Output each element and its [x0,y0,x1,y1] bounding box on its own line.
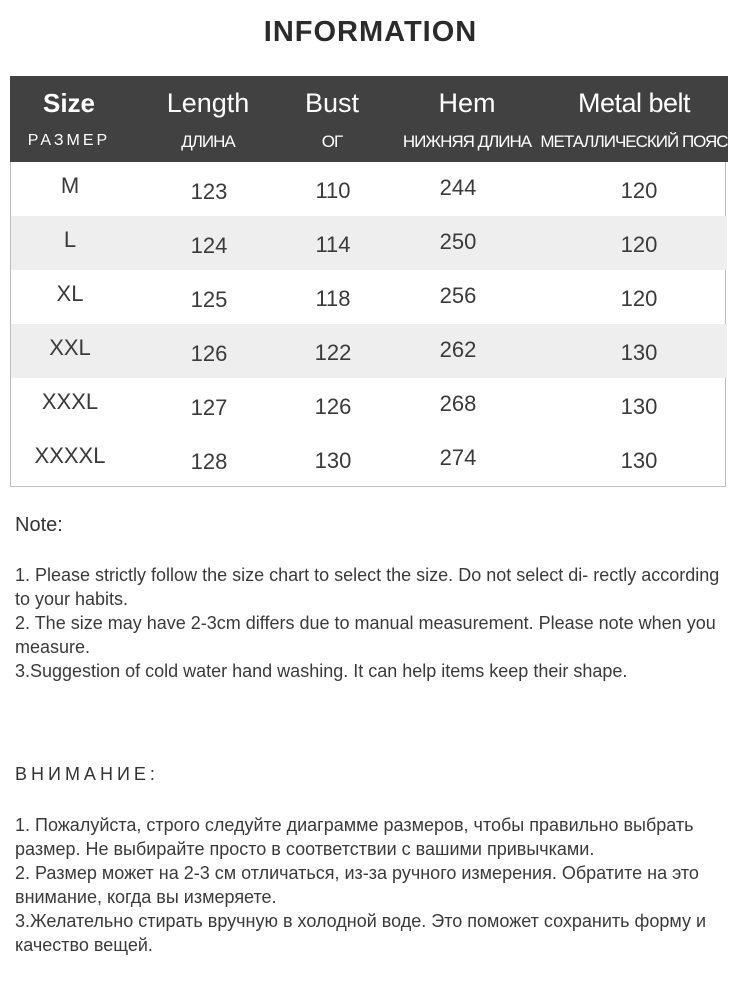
header-hem-label-ru: НИЖНЯЯ ДЛИНА [402,132,532,151]
cell-size: L [63,227,77,252]
cell-hem: 256 [439,283,477,308]
cell-size: XXXL [41,389,99,414]
table-row [11,432,727,486]
note-list [15,563,720,683]
cell-hem: 268 [439,391,477,416]
cell-hem: 262 [439,337,477,362]
note-ru-heading: ВНИМАНИЕ: [15,764,159,784]
header-hem-label: Hem [438,88,496,118]
header-length-label-ru: ДЛИНА [181,132,235,151]
cell-metal-belt: 130 [620,340,658,365]
header-bust [280,76,384,162]
page-title: INFORMATION [263,16,478,48]
header-size-label: Size [42,88,96,118]
cell-size: M [60,173,80,198]
note-item: 3.Suggestion of cold water hand washing. It can help items keep their shape. [15,661,628,681]
header-bust-label: Bust [304,88,360,118]
table-row [11,216,727,270]
cell-bust: 110 [315,178,351,203]
note-item: 1. Please strictly follow the size chart to select the size. Do not select di- rectly according to your habits. [15,565,720,609]
cell-metal-belt: 130 [620,394,658,419]
cell-length: 126 [190,341,228,366]
cell-bust: 122 [314,340,352,365]
note-ru-item: 3.Желательно стирать вручную в холодной воде. Это поможет сохранить форму и качество вещей. [15,911,707,955]
cell-size: XXXXL [34,443,106,468]
cell-length: 128 [190,449,228,474]
cell-bust: 118 [315,286,351,311]
cell-hem: 250 [439,229,477,254]
cell-metal-belt: 130 [620,448,658,473]
cell-bust: 114 [315,232,351,257]
note-ru-item: 2. Размер может на 2-3 см отличаться, из-за ручного измерения. Обратите на это внимание, когда вы измеряете. [15,863,699,907]
header-bust-label-ru: ОГ [321,132,343,151]
header-metal-belt-label-ru: МЕТАЛЛИЧЕСКИЙ ПОЯС [540,132,728,151]
size-chart-table [10,76,726,487]
header-size [10,76,128,162]
table-row [11,324,727,378]
header-size-label-ru: РАЗМЕР [27,132,111,149]
cell-metal-belt: 120 [620,286,658,311]
table-header [10,76,728,162]
note-heading: Note: [15,514,63,536]
cell-bust: 126 [314,394,352,419]
header-metal-belt [540,76,728,162]
table-row [11,162,727,216]
cell-length: 123 [190,179,228,204]
header-length [146,76,270,162]
cell-metal-belt: 120 [620,178,658,203]
table-row [11,270,727,324]
header-hem [392,76,542,162]
note-ru-list [15,813,720,957]
cell-length: 124 [190,233,228,258]
note-item: 2. The size may have 2-3cm differs due to manual measurement. Please note when you measure. [15,613,716,657]
table-row [11,378,727,432]
cell-length: 125 [190,287,228,312]
header-length-label: Length [166,88,250,118]
cell-size: XL [56,281,84,306]
note-ru-item: 1. Пожалуйста, строго следуйте диаграмме размеров, чтобы правильно выбрать размер. Не выбирайте просто в соответствии с вашими привычками. [15,815,694,859]
header-metal-belt-label: Metal belt [577,88,691,118]
cell-hem: 244 [439,175,477,200]
cell-size: XXL [49,335,91,360]
cell-bust: 130 [314,448,352,473]
cell-length: 127 [190,395,228,420]
cell-hem: 274 [439,445,477,470]
cell-metal-belt: 120 [620,232,658,257]
